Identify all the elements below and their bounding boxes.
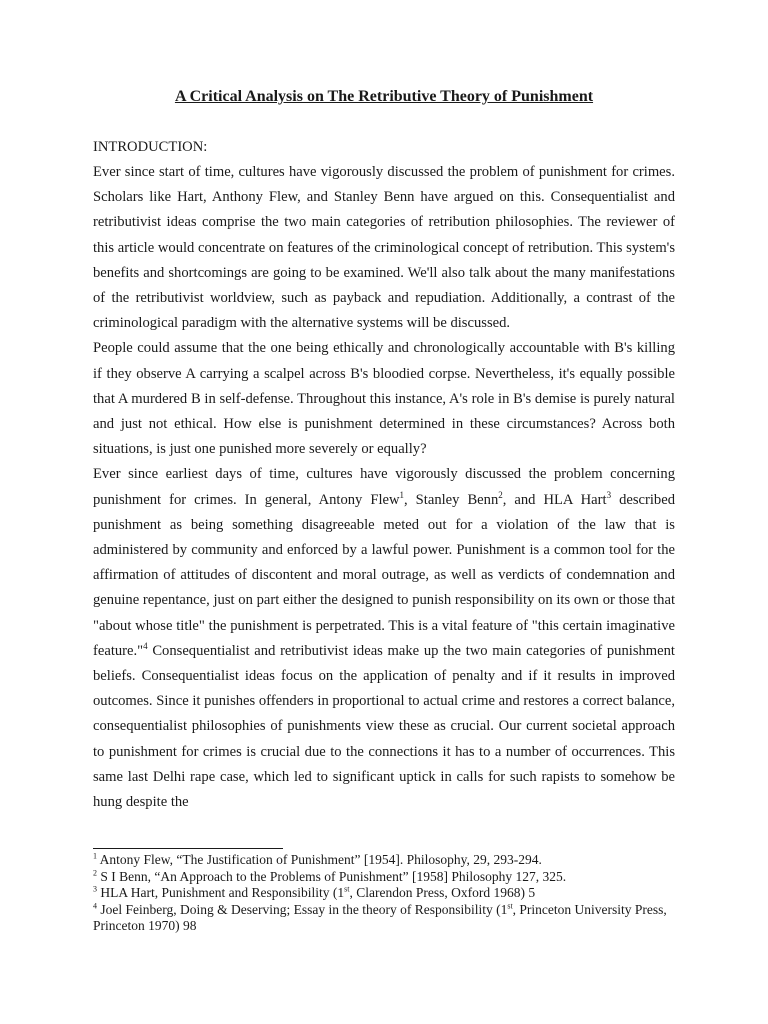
paragraph-3: [93, 462, 675, 815]
footnote-number: 1: [93, 851, 97, 861]
footnote-number: 4: [93, 901, 97, 910]
paragraph-2: People could assume that the one being ethically and chronologically accountable with B's killing if they observe A carrying a scalpel across B's bloodied corpse. Nevertheless, it's equally possible that A murdered B in self-defense. Throughout this instance, A's role in B's demise is purely natural and just not ethical. How else is punishment determined in these circumstances? Across both situations, is just one punished more severely or equally?: [93, 340, 675, 458]
footnote-divider: [93, 848, 283, 849]
paragraph-3-text: , and HLA Hart: [502, 491, 607, 508]
footnote-text: S I Benn, “An Approach to the Problems of Punishment” [1958] Philosophy 127, 325.: [97, 868, 567, 884]
footnote-text: Antony Flew, “The Justification of Punishment” [1954]. Philosophy, 29, 293-294.: [97, 852, 542, 867]
footnote-number: 2: [93, 868, 97, 877]
document-page: [93, 86, 675, 815]
paragraph-3-text: Consequentialist and retributivist ideas make up the two main categories of punishment beliefs. Consequentialist ideas focus on the application of penalty and if it results in improved outcomes. Since it punishes offenders in proportional to actual crime and restores a correct balance, consequentialist philosophies of punishments view these as crucial. Our current societal approach to punishment for crimes is crucial due to the connections it has to a number of occurrences. This same last Delhi rape case, which led to significant uptick in calls for such rapists to somehow be hung despite the: [93, 642, 675, 811]
section-heading: INTRODUCTION:: [93, 139, 208, 155]
paragraph-1: Ever since start of time, cultures have vigorously discussed the problem of punishment for crimes. Scholars like Hart, Anthony Flew, and Stanley Benn have argued on this. Consequentialist and retributivist ideas comprise the two main categories of retribution philosophies. The reviewer of this article would concentrate on features of the criminological concept of retribution. This system's benefits and shortcomings are going to be examined. We'll also talk about the many manifestations of the retributivist worldview, such as payback and repudiation. Additionally, a contrast of the criminological paradigm with the alternative systems will be discussed.: [93, 164, 675, 332]
paragraph-3-text: , Stanley Benn: [404, 491, 499, 508]
footnote-text: , Princeton University Press, Princeton 1970) 98: [93, 901, 667, 933]
footnotes: [93, 852, 675, 935]
ordinal-suffix: st: [507, 901, 513, 910]
footnote-text: Joel Feinberg, Doing & Deserving; Essay in the theory of Responsibility (1: [97, 901, 508, 917]
paragraph-3-text: Ever since earliest days of time, cultures have vigorously discussed the problem concerning punishment for crimes. In general, Antony Flew: [93, 466, 675, 508]
ordinal-suffix: st: [344, 884, 350, 894]
footnote-ref-4: 4: [143, 641, 148, 651]
footnote: [93, 852, 675, 869]
footnote-ref-2: 2: [498, 489, 503, 500]
paragraph-3-text: described punishment as being something disagreeable meted out for a violation of the law that is administered by community and enforced by a lawful power. Punishment is a common tool for the affirmation of attitudes of discontent and moral outrage, as well as verdicts of condemnation and genuine repentance, just on part either the designed to punish responsibility on its own or those that "about whose title" the punishment is perpetrated. This is a vital feature of "this certain imaginative feature.": [93, 491, 675, 659]
footnote-ref-3: 3: [606, 489, 612, 500]
footnote: [93, 902, 675, 935]
footnote-number: 3: [93, 884, 97, 894]
document-title: A Critical Analysis on The Retributive Theory of Punishment: [174, 88, 594, 105]
footnote: [93, 885, 675, 902]
footnote-text: , Clarendon Press, Oxford 1968) 5: [349, 885, 536, 900]
footnote-text: HLA Hart, Punishment and Responsibility (1: [97, 885, 345, 900]
footnote-ref-1: 1: [399, 489, 405, 500]
footnote: [93, 869, 675, 886]
